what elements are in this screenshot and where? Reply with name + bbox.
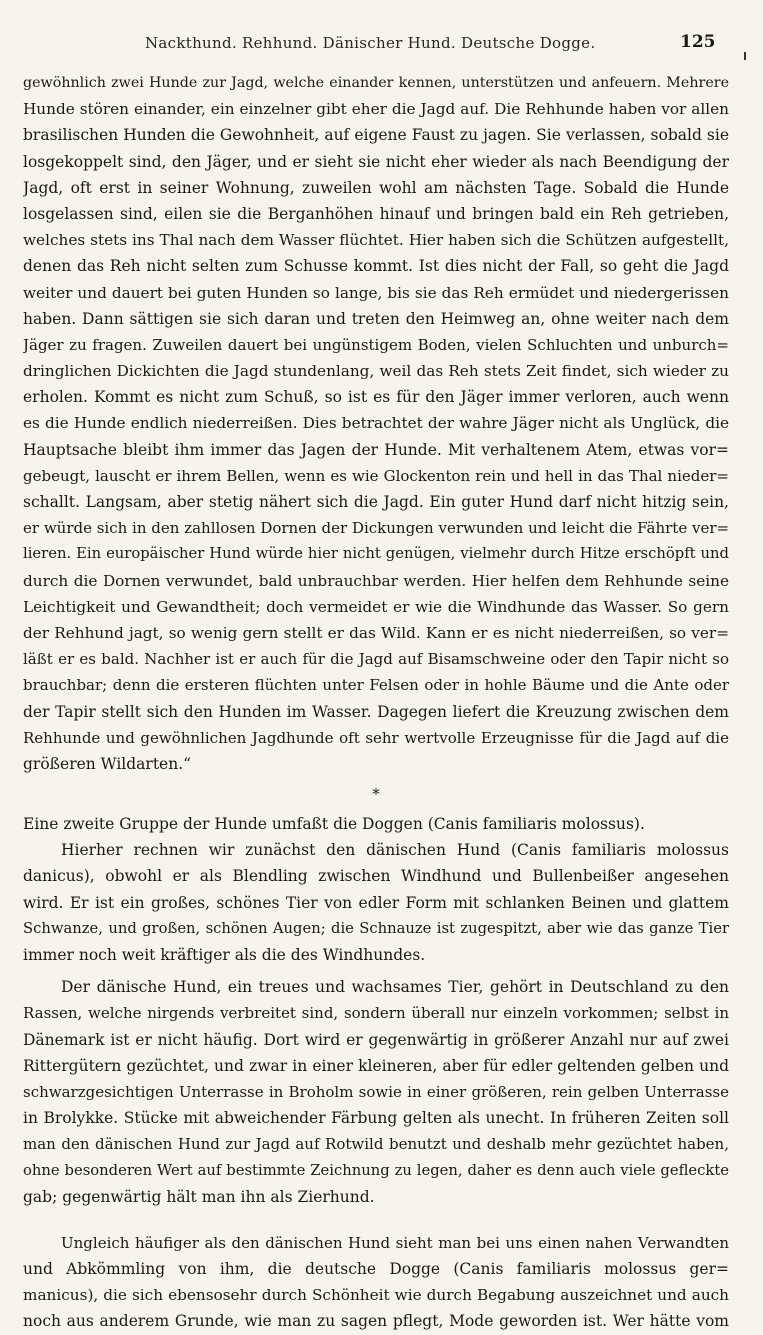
text-line: Dänemark ist er nicht häufig. Dort wird er gegenwärtig in größerer Anzahl nur auf zwei (23, 1030, 729, 1049)
text-line: losgekoppelt sind, den Jäger, und er sieht sie nicht eher wieder als nach Beendigung der (23, 152, 729, 171)
text-line: er würde sich in den zahllosen Dornen der Dickungen verwunden und leicht die Fährte ver= (23, 519, 729, 538)
text-line: Rassen, welche nirgends verbreitet sind, sondern überall nur einzeln vorkommen; selbst in (23, 1004, 729, 1023)
text-line: gebeugt, lauscht er ihrem Bellen, wenn es wie Glockenton rein und hell in das Thal nieder= (23, 466, 729, 485)
running-head (0, 34, 763, 58)
text-line: noch aus anderem Grunde, wie man zu sagen pflegt, Mode geworden ist. Wer hätte vom (23, 1312, 729, 1331)
text-line: es die Hunde endlich niederreißen. Dies betrachtet der wahre Jäger nicht als Unglück, die (23, 414, 729, 433)
text-line: Der dänische Hund, ein treues und wachsames Tier, gehört in Deutschland zu den (61, 978, 729, 997)
text-line: haben. Dann sättigen sie sich daran und treten den Heimweg an, ohne weiter nach dem (23, 309, 729, 328)
text-line: denen das Reh nicht selten zum Schusse kommt. Ist dies nicht der Fall, so geht die Jagd (23, 257, 729, 276)
section-separator: * (372, 785, 380, 804)
paragraph-2 (23, 811, 729, 837)
text-line: brauchbar; denn die ersteren flüchten unter Felsen oder in hohle Bäume und die Ante oder (23, 676, 729, 695)
text-line: Schwanze, und großen, schönen Augen; die Schnauze ist zugespitzt, aber wie das ganze Tier (23, 919, 729, 937)
margin-mark (744, 52, 746, 60)
text-line: danicus), obwohl er als Blendling zwischen Windhund und Bullenbeißer angesehen (23, 867, 729, 886)
text-line: in Brolykke. Stücke mit abweichender Färbung gelten als unecht. In früheren Zeiten soll (23, 1109, 729, 1128)
text-line: durch die Dornen verwundet, bald unbrauchbar werden. Hier helfen dem Rehhunde seine (23, 571, 729, 590)
text-line: Hierher rechnen wir zunächst den dänischen Hund (Canis familiaris molossus (61, 841, 729, 860)
text-line: immer noch weit kräftiger als die des Windhundes. (23, 946, 426, 964)
text-line: dringlichen Dickichten die Jagd stundenlang, weil das Reh stets Zeit findet, sich wieder zu (23, 362, 729, 381)
paragraph-1 (23, 70, 729, 777)
text-line: Ungleich häufiger als den dänischen Hund sieht man bei uns einen nahen Verwandten (61, 1233, 729, 1252)
text-line: größeren Wildarten.“ (23, 754, 192, 773)
text-line: gewöhnlich zwei Hunde zur Jagd, welche einander kennen, unterstützen und anfeuern. Mehrere (23, 75, 729, 91)
paragraph-5 (23, 1230, 729, 1335)
text-line: Jäger zu fragen. Zuweilen dauert bei ungünstigem Boden, vielen Schluchten und unburch= (23, 335, 729, 354)
text-line: losgelassen sind, eilen sie die Berganhöhen hinauf und bringen bald ein Reh getrieben, (23, 204, 729, 223)
paragraph-gap (23, 1210, 729, 1230)
running-head-title: Nackthund. Rehhund. Dänischer Hund. Deutsche Dogge. (145, 34, 596, 52)
text-line: lieren. Ein europäischer Hund würde hier nicht genügen, vielmehr durch Hitze erschöpft und (23, 545, 729, 563)
text-line: und Abkömmling von ihm, die deutsche Dogge (Canis familiaris molossus ger= (23, 1260, 729, 1279)
text-line: Hauptsache bleibt ihm immer das Jagen der Hunde. Mit verhaltenem Atem, etwas vor= (23, 440, 729, 459)
text-line: ohne besonderen Wert auf bestimmte Zeichnung zu legen, daher es denn auch viele gefleckte (23, 1161, 729, 1179)
text-line: läßt er es bald. Nachher ist er auch für die Jagd auf Bisamschweine oder den Tapir nicht so (23, 650, 729, 669)
paragraph-3 (23, 837, 729, 968)
page-number: 125 (680, 32, 716, 52)
text-line: schwarzgesichtigen Unterrasse in Broholm sowie in einer größeren, rein gelben Unterrasse (23, 1082, 729, 1101)
text-line: brasilischen Hunden die Gewohnheit, auf eigene Faust zu jagen. Sie verlassen, sobald sie (23, 126, 729, 145)
text-line: man den dänischen Hund zur Jagd auf Rotwild benutzt und deshalb mehr gezüchtet haben, (23, 1135, 729, 1154)
paragraph-4 (23, 974, 729, 1210)
text-line: manicus), die sich ebensosehr durch Schönheit wie durch Begabung auszeichnet und auch (23, 1286, 729, 1305)
text-line: gab; gegenwärtig hält man ihn als Zierhund. (23, 1187, 375, 1206)
text-line: der Tapir stellt sich den Hunden im Wasser. Dagegen liefert die Kreuzung zwischen dem (23, 702, 729, 721)
text-line: der Rehhund jagt, so wenig gern stellt er das Wild. Kann er es nicht niederreißen, so ver= (23, 623, 729, 642)
text-line: erholen. Kommt es nicht zum Schuß, so ist es für den Jäger immer verloren, auch wenn (23, 388, 729, 407)
text-line: wird. Er ist ein großes, schönes Tier von edler Form mit schlanken Beinen und glattem (23, 893, 729, 912)
text-line: Leichtigkeit und Gewandtheit; doch vermeidet er wie die Windhunde das Wasser. So gern (23, 597, 729, 616)
text-line: Jagd, oft erst in seiner Wohnung, zuweilen wohl am nächsten Tage. Sobald die Hunde (23, 178, 729, 197)
text-line: Rittergütern gezüchtet, und zwar in einer kleineren, aber für edler geltenden gelben und (23, 1056, 729, 1075)
text-line: welches stets ins Thal nach dem Wasser flüchtet. Hier haben sich die Schützen aufgestellt, (23, 231, 729, 250)
text-line: Hunde stören einander, ein einzelner gibt eher die Jagd auf. Die Rehhunde haben vor allen (23, 100, 729, 119)
text-line: Eine zweite Gruppe der Hunde umfaßt die Doggen (Canis familiaris molossus). (23, 815, 645, 834)
text-body (23, 70, 729, 1335)
text-line: Rehhunde und gewöhnlichen Jagdhunde oft sehr wertvolle Erzeugnisse für die Jagd auf die (23, 728, 729, 747)
text-line: weiter und dauert bei guten Hunden so lange, bis sie das Reh ermüdet und niedergerissen (23, 283, 729, 302)
text-line: schallt. Langsam, aber stetig nähert sich die Jagd. Ein guter Hund darf nicht hitzig sein, (23, 493, 729, 511)
